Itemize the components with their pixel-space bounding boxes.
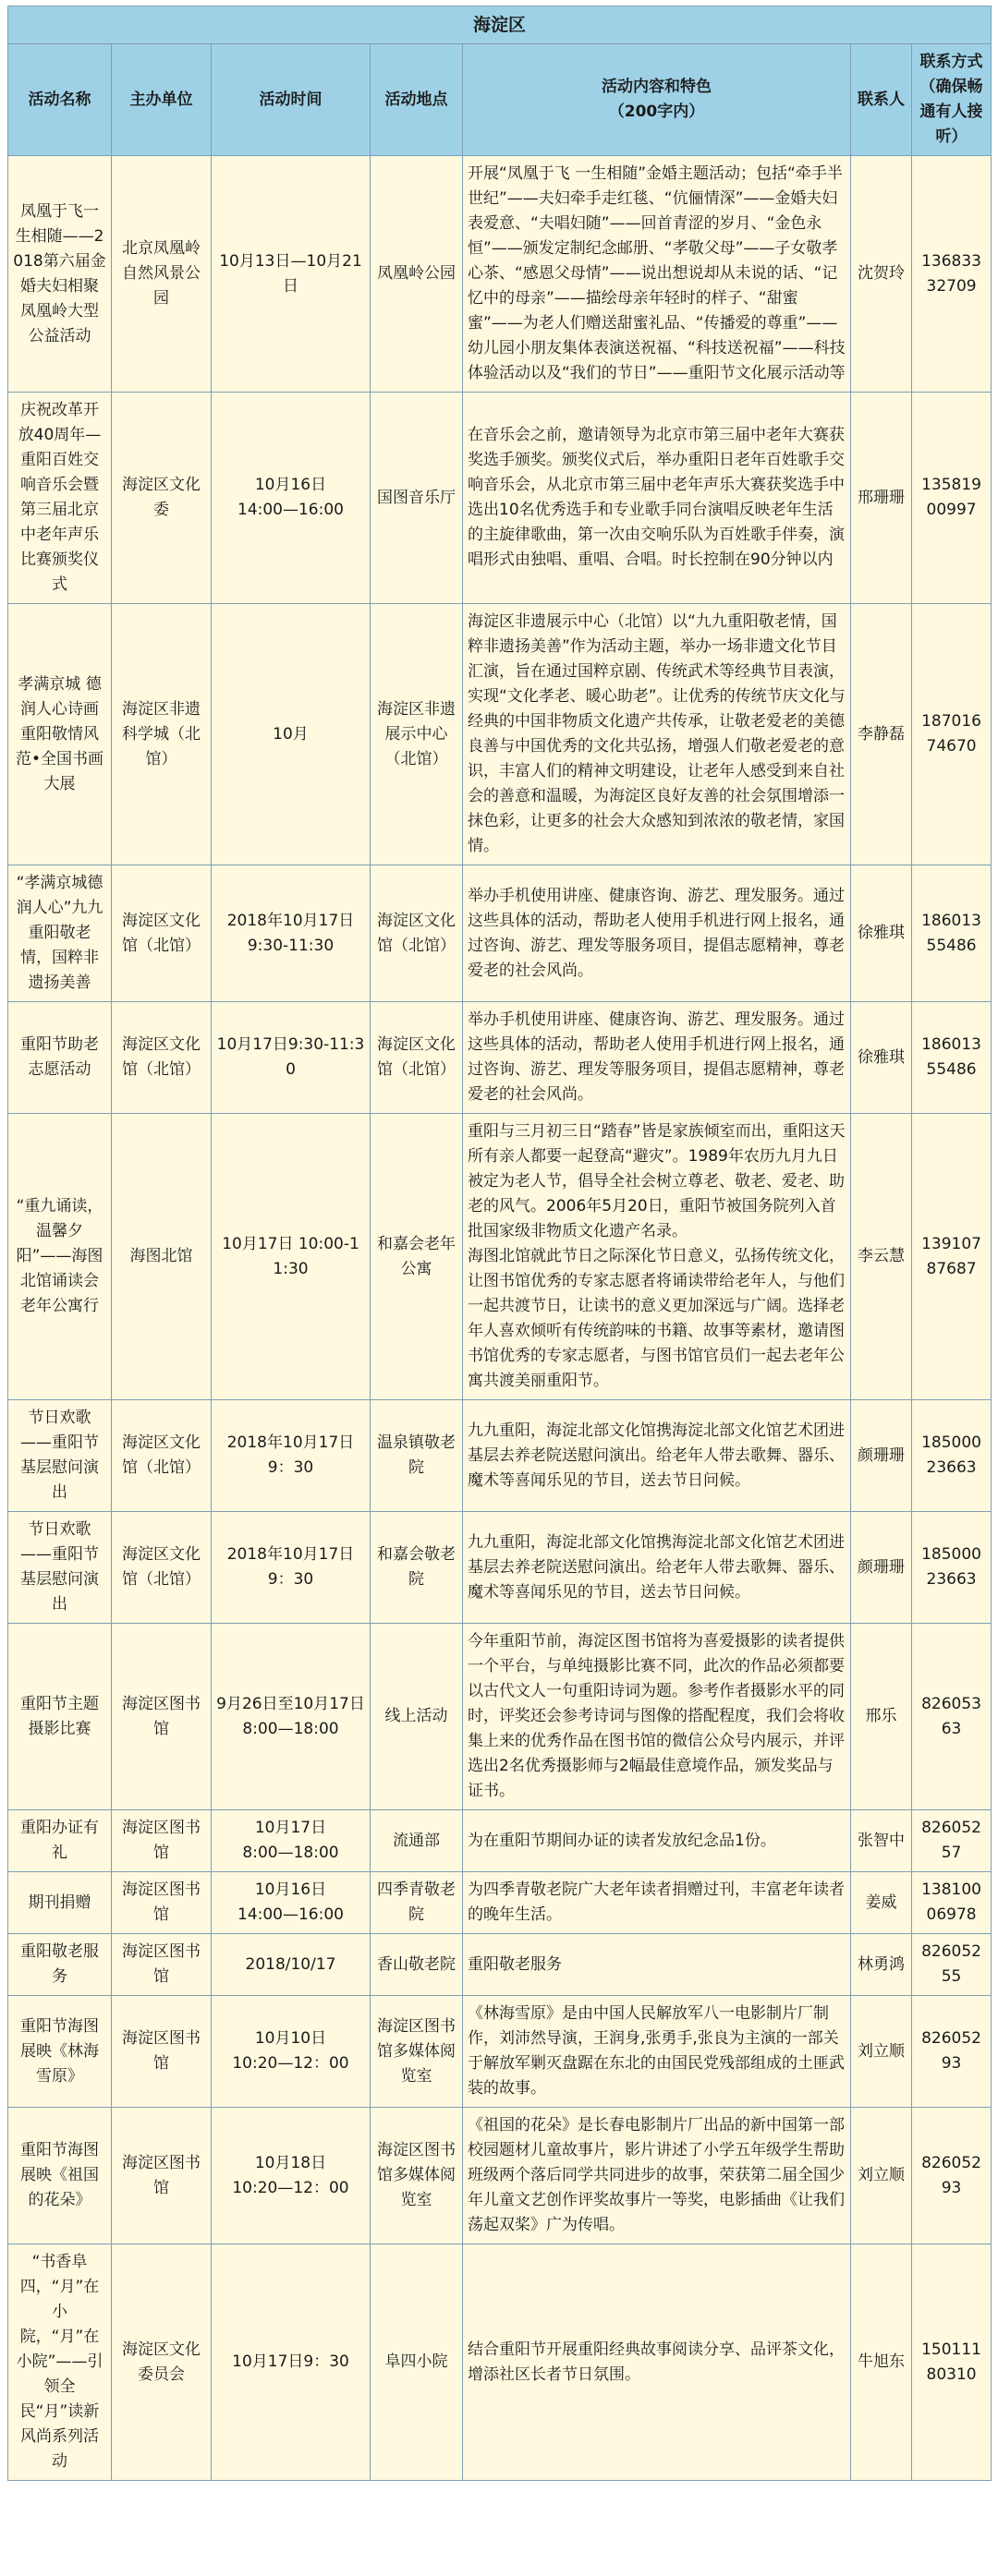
contact-cell: 林勇鸿 <box>851 1934 912 1996</box>
header-organizer: 主办单位 <box>112 44 212 156</box>
content-cell: 为在重阳节期间办证的读者发放纪念品1份。 <box>463 1810 851 1872</box>
content-cell: 重阳敬老服务 <box>463 1934 851 1996</box>
activity-name-cell: 孝满京城 德润人心诗画重阳敬情风范•全国书画大展 <box>8 604 112 865</box>
contact-cell: 李云慧 <box>851 1114 912 1400</box>
contact-cell: 颜珊珊 <box>851 1400 912 1512</box>
table-row <box>8 1996 992 2108</box>
table-row <box>8 1002 992 1114</box>
time-cell: 9月26日至10月17日8:00—18:00 <box>212 1624 371 1810</box>
phone-cell: 13683332709 <box>912 156 992 393</box>
content-cell: 今年重阳节前，海淀区图书馆将为喜爱摄影的读者提供一个平台，与单纯摄影比赛不同，此次的作品必须都要以古代文人一句重阳诗词为题。参考作者摄影水平的同时，评奖还会参考诗词与图像的搭配程度，我们会将收集上来的优秀作品在图书馆的微信公众号内展示，并评选出2名优秀摄影师与2幅最佳意境作品，颁发奖品与证书。 <box>463 1624 851 1810</box>
table-header-row <box>8 44 992 156</box>
table-row <box>8 156 992 393</box>
contact-cell: 张智中 <box>851 1810 912 1872</box>
time-cell: 10月18日 10:20—12：00 <box>212 2108 371 2244</box>
contact-cell: 颜珊珊 <box>851 1512 912 1624</box>
place-cell: 海淀区非遗展示中心（北馆） <box>371 604 463 865</box>
activity-name-cell: 重阳节海图展映《林海雪原》 <box>8 1996 112 2108</box>
table-row <box>8 2108 992 2244</box>
content-cell: 重阳与三月初三日“踏春”皆是家族倾室而出，重阳这天所有亲人都要一起登高“避灾”。1989年农历九月九日被定为老人节，倡导全社会树立尊老、敬老、爱老、助老的风气。2006年5月20日，重阳节被国务院列入首批国家级非物质文化遗产名录。 海图北馆就此节日之际深化节日意义，弘扬传统文化，让图书馆优秀的专家志愿者将诵读带给老年人，与他们一起共渡节日，让读书的意义更加深远与广阔。选择老年人喜欢倾听有传统韵味的书籍、故事等素材，邀请图书馆优秀的专家志愿者，与图书馆官员们一起去老年公寓共渡美丽重阳节。 <box>463 1114 851 1400</box>
phone-cell: 18601355486 <box>912 865 992 1002</box>
contact-cell: 徐雅琪 <box>851 865 912 1002</box>
phone-cell: 82605293 <box>912 1996 992 2108</box>
contact-cell: 邢珊珊 <box>851 393 912 604</box>
place-cell: 海淀区图书馆多媒体阅览室 <box>371 1996 463 2108</box>
table-row <box>8 1934 992 1996</box>
activity-name-cell: “书香阜四，“月”在小院，“月”在小院”——引领全民“月”读新风尚系列活动 <box>8 2244 112 2481</box>
organizer-cell: 海淀区文化馆（北馆） <box>112 865 212 1002</box>
contact-cell: 刘立顺 <box>851 2108 912 2244</box>
place-cell: 线上活动 <box>371 1624 463 1810</box>
table-row <box>8 1512 992 1624</box>
content-cell: 海淀区非遗展示中心（北馆）以“九九重阳敬老情，国粹非遗扬美善”作为活动主题，举办一场非遗文化节目汇演，旨在通过国粹京剧、传统武术等经典节目表演，实现“文化孝老、暖心助老”。让优秀的传统节庆文化与经典的中国非物质文化遗产共传承，让敬老爱老的美德良善与中国优秀的文化共弘扬，增强人们敬老爱老的意识，丰富人们的精神文明建设，让老年人感受到来自社会的善意和温暖，为海淀区良好友善的社会氛围增添一抹色彩，让更多的社会大众感知到浓浓的敬老情，家国情。 <box>463 604 851 865</box>
header-activity-name: 活动名称 <box>8 44 112 156</box>
contact-cell: 徐雅琪 <box>851 1002 912 1114</box>
phone-cell: 18701674670 <box>912 604 992 865</box>
organizer-cell: 海淀区文化馆（北馆） <box>112 1512 212 1624</box>
content-cell: 结合重阳节开展重阳经典故事阅读分享、品评茶文化，增添社区长者节日氛围。 <box>463 2244 851 2481</box>
district-title: 海淀区 <box>8 6 992 44</box>
time-cell: 10月13日—10月21日 <box>212 156 371 393</box>
phone-cell: 18500023663 <box>912 1512 992 1624</box>
phone-cell: 13581900997 <box>912 393 992 604</box>
table-row <box>8 393 992 604</box>
content-cell: 九九重阳，海淀北部文化馆携海淀北部文化馆艺术团进基层去养老院送慰问演出。给老年人带去歌舞、器乐、魔术等喜闻乐见的节目，送去节日问候。 <box>463 1512 851 1624</box>
activity-name-cell: 节日欢歌——重阳节基层慰问演出 <box>8 1400 112 1512</box>
time-cell: 2018年10月17日 9:30-11:30 <box>212 865 371 1002</box>
time-cell: 2018/10/17 <box>212 1934 371 1996</box>
organizer-cell: 海淀区文化馆（北馆） <box>112 1400 212 1512</box>
activity-name-cell: “重九诵读，温馨夕阳”——海图北馆诵读会老年公寓行 <box>8 1114 112 1400</box>
time-cell: 10月10日 10:20—12：00 <box>212 1996 371 2108</box>
time-cell: 10月17日 8:00—18:00 <box>212 1810 371 1872</box>
header-time: 活动时间 <box>212 44 371 156</box>
table-row <box>8 865 992 1002</box>
time-cell: 10月 <box>212 604 371 865</box>
phone-cell: 18500023663 <box>912 1400 992 1512</box>
organizer-cell: 海淀区图书馆 <box>112 1810 212 1872</box>
organizer-cell: 海淀区文化馆（北馆） <box>112 1002 212 1114</box>
table-row <box>8 604 992 865</box>
contact-cell: 邢乐 <box>851 1624 912 1810</box>
header-contact: 联系人 <box>851 44 912 156</box>
place-cell: 和嘉会老年公寓 <box>371 1114 463 1400</box>
activity-name-cell: 庆祝改革开放40周年—重阳百姓交响音乐会暨第三届北京中老年声乐比赛颁奖仪式 <box>8 393 112 604</box>
contact-cell: 牛旭东 <box>851 2244 912 2481</box>
content-cell: 九九重阳，海淀北部文化馆携海淀北部文化馆艺术团进基层去养老院送慰问演出。给老年人带去歌舞、器乐、魔术等喜闻乐见的节目，送去节日问候。 <box>463 1400 851 1512</box>
content-cell: 举办手机使用讲座、健康咨询、游艺、理发服务。通过这些具体的活动，帮助老人使用手机进行网上报名，通过咨询、游艺、理发等服务项目，提倡志愿精神，尊老爱老的社会风尚。 <box>463 1002 851 1114</box>
organizer-cell: 海淀区图书馆 <box>112 2108 212 2244</box>
phone-cell: 18601355486 <box>912 1002 992 1114</box>
activity-name-cell: 期刊捐赠 <box>8 1872 112 1934</box>
place-cell: 四季青敬老院 <box>371 1872 463 1934</box>
place-cell: 海淀区图书馆多媒体阅览室 <box>371 2108 463 2244</box>
table-row <box>8 1872 992 1934</box>
organizer-cell: 海淀区非遗科学城（北馆） <box>112 604 212 865</box>
table-body <box>8 156 992 2481</box>
phone-cell: 15011180310 <box>912 2244 992 2481</box>
activity-name-cell: 重阳办证有礼 <box>8 1810 112 1872</box>
content-cell: 《祖国的花朵》是长春电影制片厂出品的新中国第一部校园题材儿童故事片，影片讲述了小学五年级学生帮助班级两个落后同学共同进步的故事，荣获第二届全国少年儿童文艺创作评奖故事片一等奖，电影插曲《让我们荡起双桨》广为传唱。 <box>463 2108 851 2244</box>
organizer-cell: 海淀区图书馆 <box>112 1934 212 1996</box>
activity-name-cell: 重阳节海图展映《祖国的花朵》 <box>8 2108 112 2244</box>
phone-cell: 82605293 <box>912 2108 992 2244</box>
activity-name-cell: 凤凰于飞一生相随——2018第六届金婚夫妇相聚凤凰岭大型公益活动 <box>8 156 112 393</box>
content-cell: 为四季青敬老院广大老年读者捐赠过刊，丰富老年读者的晚年生活。 <box>463 1872 851 1934</box>
phone-cell: 82605363 <box>912 1624 992 1810</box>
organizer-cell: 海淀区文化委员会 <box>112 2244 212 2481</box>
phone-cell: 13910787687 <box>912 1114 992 1400</box>
time-cell: 10月17日9:30-11:30 <box>212 1002 371 1114</box>
place-cell: 流通部 <box>371 1810 463 1872</box>
activity-name-cell: 节日欢歌——重阳节基层慰问演出 <box>8 1512 112 1624</box>
content-cell: 开展“凤凰于飞 一生相随”金婚主题活动；包括“牵手半世纪”——夫妇牵手走红毯、“伉俪情深”——金婚夫妇表爱意、“夫唱妇随”——回首青涩的岁月、“金色永恒”——颁发定制纪念邮册、“孝敬父母”——子女敬孝心茶、“感恩父母情”——说出想说却从未说的话、“记忆中的母亲”——描绘母亲年轻时的样子、“甜蜜蜜”——为老人们赠送甜蜜礼品、“传播爱的尊重”——幼儿园小朋友集体表演送祝福、“科技送祝福”——科技体验活动以及“我们的节日”——重阳节文化展示活动等 <box>463 156 851 393</box>
place-cell: 和嘉会敬老院 <box>371 1512 463 1624</box>
table-row <box>8 1114 992 1400</box>
place-cell: 海淀区文化馆（北馆） <box>371 865 463 1002</box>
content-cell: 举办手机使用讲座、健康咨询、游艺、理发服务。通过这些具体的活动，帮助老人使用手机进行网上报名，通过咨询、游艺、理发等服务项目，提倡志愿精神，尊老爱老的社会风尚。 <box>463 865 851 1002</box>
content-cell: 在音乐会之前，邀请领导为北京市第三届中老年大赛获奖选手颁奖。颁奖仪式后，举办重阳日老年百姓歌手交响音乐会，从北京市第三届中老年声乐大赛获奖选手中选出10名优秀选手和专业歌手同台演唱反映老年生活的主旋律歌曲，第一次由交响乐队为百姓歌手伴奏，演唱形式由独唱、重唱、合唱。时长控制在90分钟以内 <box>463 393 851 604</box>
phone-cell: 82605257 <box>912 1810 992 1872</box>
table-row <box>8 1400 992 1512</box>
table-title-row <box>8 6 992 44</box>
organizer-cell: 海淀区图书馆 <box>112 1996 212 2108</box>
contact-cell: 李静磊 <box>851 604 912 865</box>
place-cell: 阜四小院 <box>371 2244 463 2481</box>
organizer-cell: 海淀区文化委 <box>112 393 212 604</box>
activity-name-cell: 重阳节助老志愿活动 <box>8 1002 112 1114</box>
phone-cell: 13810006978 <box>912 1872 992 1934</box>
activity-name-cell: 重阳节主题摄影比赛 <box>8 1624 112 1810</box>
time-cell: 10月17日9：30 <box>212 2244 371 2481</box>
table-row <box>8 1624 992 1810</box>
place-cell: 温泉镇敬老院 <box>371 1400 463 1512</box>
activity-name-cell: “孝满京城德润人心”九九重阳敬老情，国粹非遗扬美善 <box>8 865 112 1002</box>
place-cell: 国图音乐厅 <box>371 393 463 604</box>
organizer-cell: 海图北馆 <box>112 1114 212 1400</box>
activity-name-cell: 重阳敬老服务 <box>8 1934 112 1996</box>
header-place: 活动地点 <box>371 44 463 156</box>
header-content: 活动内容和特色 （200字内） <box>463 44 851 156</box>
place-cell: 海淀区文化馆（北馆） <box>371 1002 463 1114</box>
time-cell: 10月16日 14:00—16:00 <box>212 393 371 604</box>
content-cell: 《林海雪原》是由中国人民解放军八一电影制片厂制作，刘沛然导演，王润身,张勇手,张良为主演的一部关于解放军剿灭盘踞在东北的由国民党残部组成的土匪武装的故事。 <box>463 1996 851 2108</box>
contact-cell: 沈贺玲 <box>851 156 912 393</box>
place-cell: 香山敬老院 <box>371 1934 463 1996</box>
organizer-cell: 海淀区图书馆 <box>112 1624 212 1810</box>
table-row <box>8 1810 992 1872</box>
phone-cell: 82605255 <box>912 1934 992 1996</box>
schedule-sheet <box>7 6 991 2481</box>
contact-cell: 姜威 <box>851 1872 912 1934</box>
organizer-cell: 海淀区图书馆 <box>112 1872 212 1934</box>
time-cell: 10月16日 14:00—16:00 <box>212 1872 371 1934</box>
activity-table <box>7 6 992 2481</box>
time-cell: 2018年10月17日 9：30 <box>212 1512 371 1624</box>
contact-cell: 刘立顺 <box>851 1996 912 2108</box>
table-row <box>8 2244 992 2481</box>
place-cell: 凤凰岭公园 <box>371 156 463 393</box>
time-cell: 10月17日 10:00-11:30 <box>212 1114 371 1400</box>
time-cell: 2018年10月17日 9：30 <box>212 1400 371 1512</box>
organizer-cell: 北京凤凰岭自然风景公园 <box>112 156 212 393</box>
header-phone: 联系方式 （确保畅通有人接听） <box>912 44 992 156</box>
